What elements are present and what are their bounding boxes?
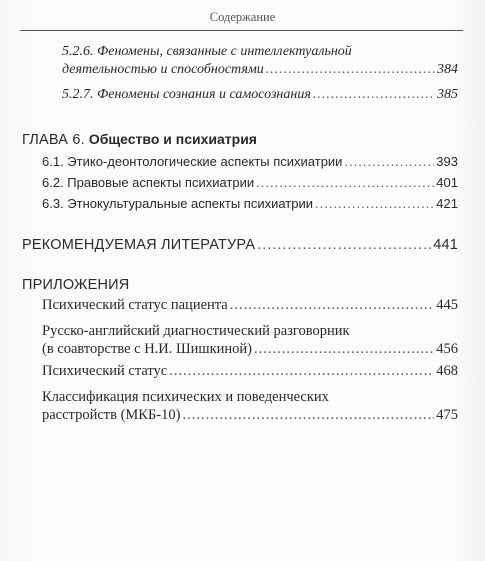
page-number: 475 xyxy=(436,407,458,423)
toc-entry-text-line: 5.2.7. Феномены сознания и самосознания xyxy=(62,87,311,102)
leader-dots xyxy=(254,340,434,358)
toc-entry-text-line: (в соавторстве с Н.И. Шишкиной) xyxy=(42,341,252,357)
header-rule xyxy=(20,30,463,31)
chapter-title: Общество и психиатрия xyxy=(88,131,257,147)
toc-entry-text-line: Психический статус xyxy=(42,363,168,379)
toc-entry-text: 6.2. Правовые аспекты психиатрии xyxy=(42,175,255,190)
chapter-heading xyxy=(22,130,462,149)
page-number: 401 xyxy=(436,175,458,190)
toc-entry-text-line: Психический статус пациента xyxy=(42,297,228,313)
chapter-label: ГЛАВА 6. xyxy=(22,132,85,148)
leader-dots xyxy=(257,236,431,254)
leader-dots xyxy=(182,406,434,424)
leader-dots xyxy=(315,195,434,213)
toc-entry-appendix[interactable] xyxy=(42,388,458,424)
page-number: 421 xyxy=(436,196,458,211)
page-number: 441 xyxy=(433,237,458,253)
appendices-heading: ПРИЛОЖЕНИЯ xyxy=(22,277,130,293)
leader-dots xyxy=(313,86,435,104)
toc-entry-text: 6.1. Этико-деонтологические аспекты психиатрии xyxy=(42,154,343,169)
toc-entry-text-line: Русско-английский диагностический разговорник xyxy=(42,323,350,339)
page-number: 445 xyxy=(436,297,458,313)
toc-entry-text-line: деятельностью и способностями xyxy=(62,62,264,77)
toc-entry-text: 6.3. Этнокультуральные аспекты психиатрии xyxy=(42,196,313,211)
page-number: 393 xyxy=(436,154,458,169)
page-number: 468 xyxy=(436,363,458,379)
page-number: 456 xyxy=(436,341,458,357)
toc-entry-appendix[interactable] xyxy=(42,322,458,358)
leader-dots xyxy=(169,362,434,380)
toc-entry-6-1[interactable] xyxy=(42,153,458,171)
leader-dots xyxy=(230,296,435,314)
toc-entry-text-line: расстройств (МКБ-10) xyxy=(42,407,181,423)
toc-entry-literature[interactable] xyxy=(22,236,458,254)
leader-dots xyxy=(266,61,435,79)
page-number: 384 xyxy=(437,62,458,77)
toc-entry-text-line: 5.2.6. Феномены, связанные с интеллектуальной xyxy=(62,44,352,59)
toc-entry-6-2[interactable] xyxy=(42,174,458,192)
leader-dots xyxy=(256,174,434,192)
toc-entry-text: РЕКОМЕНДУЕМАЯ ЛИТЕРАТУРА xyxy=(22,237,256,253)
toc-entry-5-2-6[interactable] xyxy=(62,43,458,79)
toc-entry-6-3[interactable] xyxy=(42,195,458,213)
toc-entry-appendix[interactable] xyxy=(42,296,458,314)
toc-entry-appendix[interactable] xyxy=(42,362,458,380)
page-number: 385 xyxy=(437,87,458,102)
running-head: Содержание xyxy=(209,10,276,24)
toc-entry-text-line: Классификация психических и поведенческих xyxy=(42,389,329,405)
toc-entry-5-2-7[interactable] xyxy=(62,86,458,104)
leader-dots xyxy=(344,153,434,171)
